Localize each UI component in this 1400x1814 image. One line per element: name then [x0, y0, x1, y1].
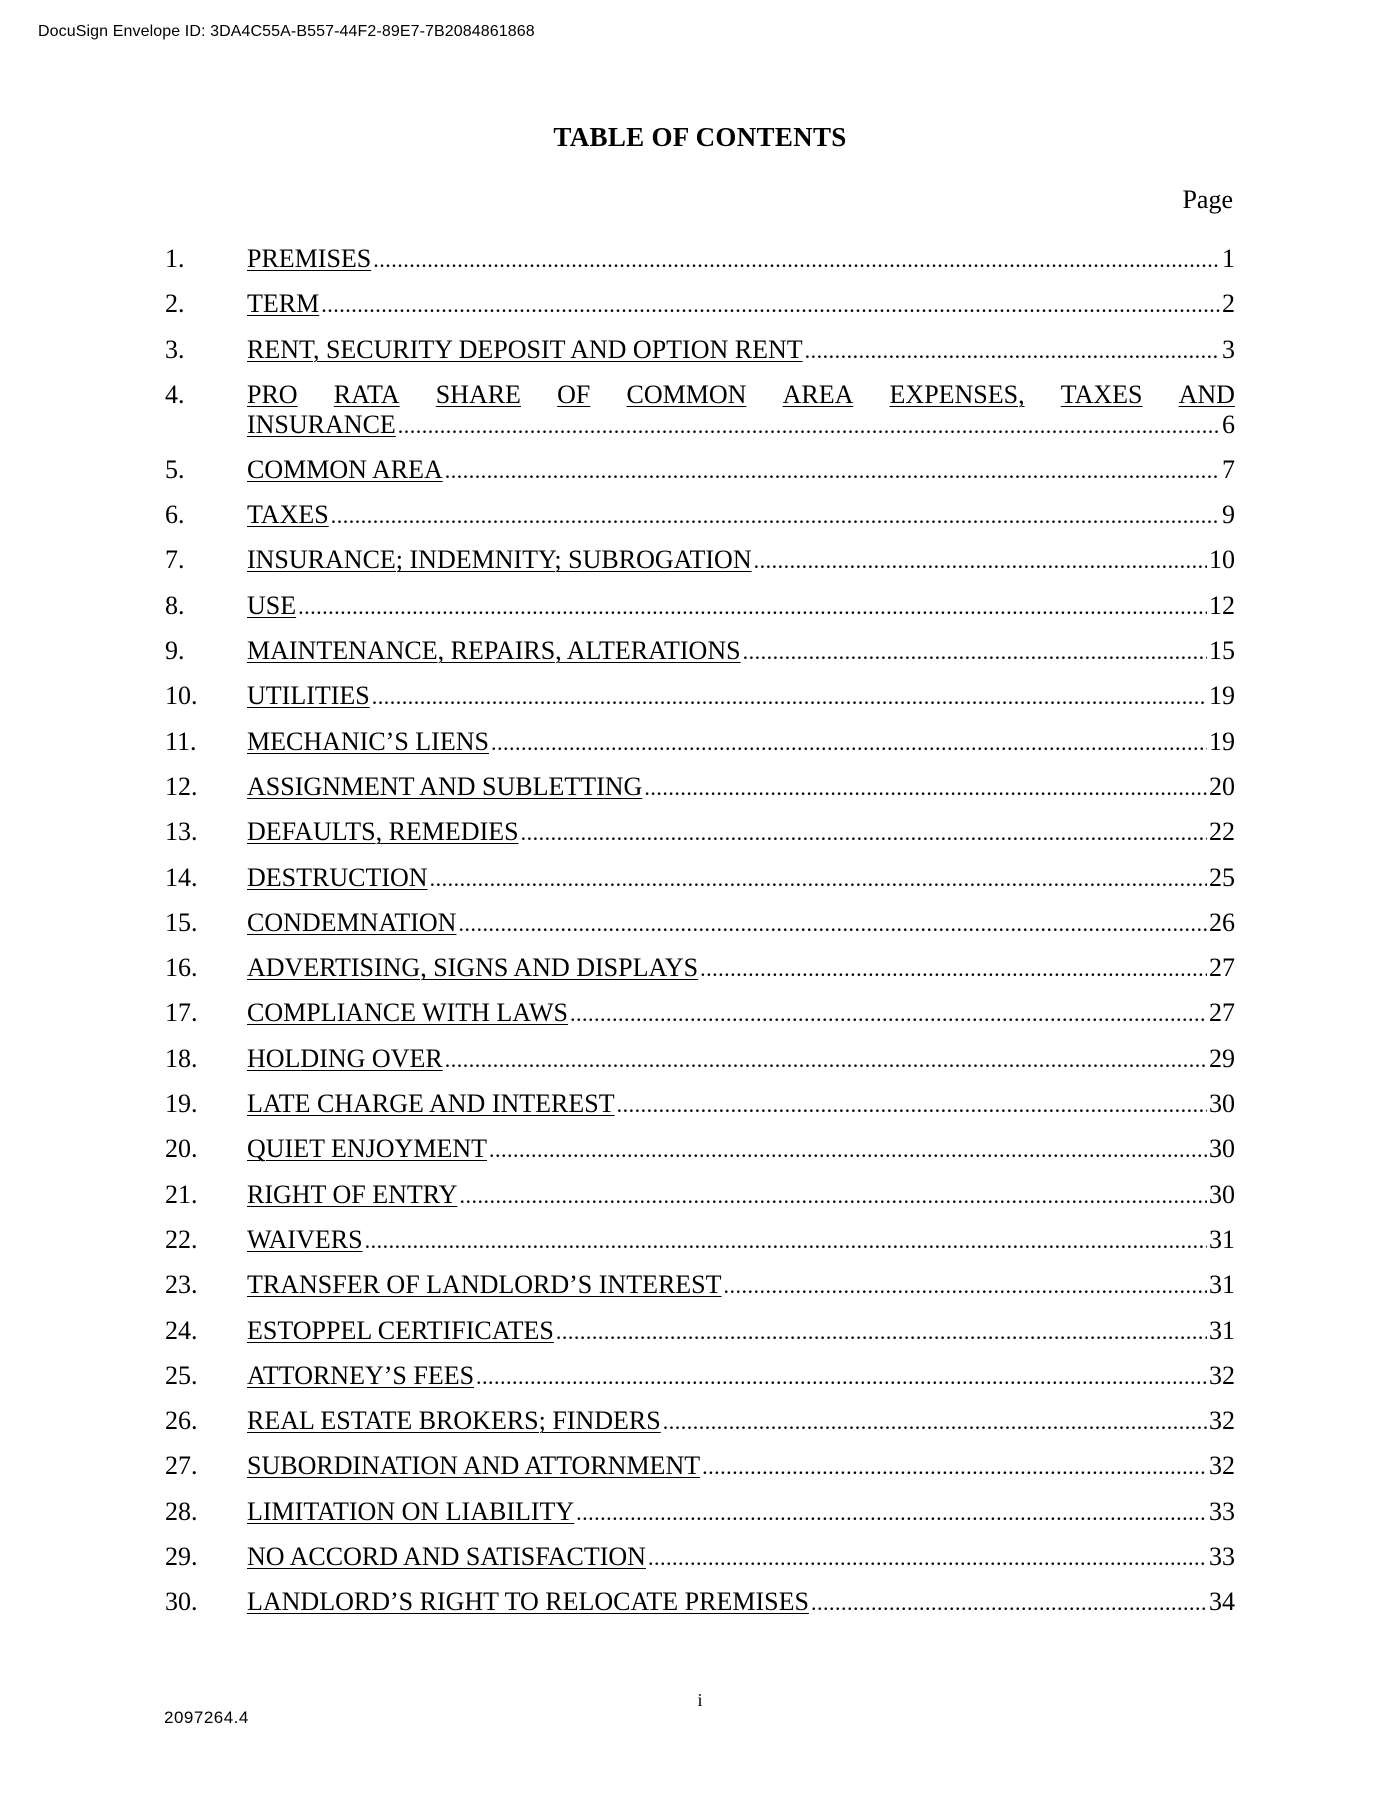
toc-entry-title[interactable]: ADVERTISING, SIGNS AND DISPLAYS — [247, 953, 699, 983]
dot-leader — [805, 336, 1220, 366]
toc-entry-title[interactable]: COMPLIANCE WITH LAWS — [247, 998, 568, 1028]
dot-leader — [398, 411, 1220, 441]
toc-entry-title-word: EXPENSES, — [889, 379, 1025, 409]
toc-entry-number: 7. — [165, 545, 185, 575]
toc-entry-number: 28. — [165, 1496, 198, 1526]
toc-entry-number: 15. — [165, 907, 198, 937]
toc-list — [165, 244, 1235, 1633]
dot-leader — [458, 909, 1207, 939]
dot-leader — [556, 1317, 1207, 1347]
toc-entry-page: 32 — [1209, 1360, 1235, 1390]
toc-entry-body — [247, 380, 1235, 442]
toc-entry-page: 27 — [1209, 998, 1235, 1028]
page-number: i — [697, 1690, 703, 1710]
toc-entry-number: 13. — [165, 817, 198, 847]
toc-entry-title-word: OF — [557, 379, 591, 409]
toc-entry-title-line2[interactable]: INSURANCE — [247, 409, 396, 439]
toc-entry-page: 34 — [1209, 1587, 1235, 1617]
toc-entry[interactable] — [165, 500, 1235, 530]
page-column-label: Page — [1182, 185, 1233, 214]
toc-entry[interactable] — [165, 244, 1235, 274]
toc-entry-page: 30 — [1209, 1134, 1235, 1164]
toc-entry-page: 26 — [1209, 907, 1235, 937]
toc-entry[interactable] — [165, 1451, 1235, 1481]
toc-entry-page: 10 — [1209, 545, 1235, 575]
toc-entry[interactable] — [165, 681, 1235, 711]
toc-entry[interactable] — [165, 1225, 1235, 1255]
toc-entry-page: 33 — [1209, 1542, 1235, 1572]
dot-leader — [365, 1226, 1207, 1256]
toc-entry-title-word: COMMON — [626, 379, 747, 409]
toc-entry[interactable] — [165, 1180, 1235, 1210]
toc-entry-page: 6 — [1222, 409, 1235, 439]
toc-entry-body — [247, 953, 1235, 983]
toc-entry-title[interactable]: ESTOPPEL CERTIFICATES — [247, 1315, 554, 1345]
toc-entry-body — [247, 636, 1235, 666]
toc-entry-title[interactable]: LIMITATION ON LIABILITY — [247, 1496, 575, 1526]
toc-entry-title[interactable]: RENT, SECURITY DEPOSIT AND OPTION RENT — [247, 334, 803, 364]
toc-entry-body — [247, 998, 1235, 1028]
toc-entry-page: 15 — [1209, 636, 1235, 666]
toc-entry[interactable] — [165, 545, 1235, 575]
toc-entry[interactable] — [165, 335, 1235, 365]
toc-entry-page: 7 — [1222, 454, 1235, 484]
toc-entry-title[interactable]: TRANSFER OF LANDLORD’S INTEREST — [247, 1270, 722, 1300]
toc-entry-body — [247, 1451, 1235, 1481]
dot-leader — [754, 546, 1207, 576]
toc-entry-number: 5. — [165, 454, 185, 484]
toc-entry-number: 18. — [165, 1043, 198, 1073]
toc-entry-page: 32 — [1209, 1406, 1235, 1436]
toc-entry-number: 12. — [165, 771, 198, 801]
toc-entry-body — [247, 1270, 1235, 1300]
toc-entry-page: 12 — [1209, 590, 1235, 620]
toc-entry-title-word: AND — [1178, 379, 1235, 409]
dot-leader — [491, 728, 1207, 758]
toc-entry[interactable] — [165, 1587, 1235, 1617]
toc-entry-body — [247, 817, 1235, 847]
toc-entry-body — [247, 681, 1235, 711]
toc-entry-page: 19 — [1209, 681, 1235, 711]
dot-leader — [430, 864, 1207, 894]
toc-entry-page: 31 — [1209, 1224, 1235, 1254]
toc-entry-title[interactable]: NO ACCORD AND SATISFACTION — [247, 1542, 646, 1572]
toc-entry[interactable] — [165, 1316, 1235, 1346]
dot-leader — [617, 1090, 1207, 1120]
dot-leader — [700, 954, 1207, 984]
toc-entry-title[interactable]: CONDEMNATION — [247, 907, 457, 937]
toc-entry-body — [247, 863, 1235, 893]
toc-entry-title[interactable]: TAXES — [247, 500, 329, 530]
toc-entry-page: 9 — [1222, 500, 1235, 530]
toc-entry-body — [247, 1044, 1235, 1074]
dot-leader — [576, 1498, 1207, 1528]
dot-leader — [570, 999, 1207, 1029]
toc-entry-body — [247, 1089, 1235, 1119]
toc-entry-page: 30 — [1209, 1179, 1235, 1209]
toc-entry-page: 29 — [1209, 1043, 1235, 1073]
toc-entry-title-word: AREA — [782, 379, 854, 409]
toc-entry[interactable] — [165, 1089, 1235, 1119]
toc-entry-number: 3. — [165, 334, 185, 364]
toc-entry-body — [247, 908, 1235, 938]
toc-entry[interactable] — [165, 1044, 1235, 1074]
dot-leader — [724, 1271, 1207, 1301]
toc-entry-number: 10. — [165, 681, 198, 711]
toc-entry-page: 27 — [1209, 953, 1235, 983]
toc-entry-number: 23. — [165, 1270, 198, 1300]
toc-entry-page: 32 — [1209, 1451, 1235, 1481]
toc-entry-page: 30 — [1209, 1089, 1235, 1119]
toc-entry[interactable] — [165, 1134, 1235, 1164]
toc-entry-number: 14. — [165, 862, 198, 892]
toc-entry-title[interactable]: MECHANIC’S LIENS — [247, 726, 489, 756]
toc-entry-page: 25 — [1209, 862, 1235, 892]
dot-leader — [743, 637, 1207, 667]
toc-entry[interactable] — [165, 727, 1235, 757]
dot-leader — [373, 245, 1220, 275]
toc-entry[interactable] — [165, 636, 1235, 666]
toc-entry-title[interactable]: RIGHT OF ENTRY — [247, 1179, 458, 1209]
toc-entry[interactable] — [165, 863, 1235, 893]
toc-entry-body — [247, 335, 1235, 365]
dot-leader — [521, 818, 1207, 848]
toc-entry-title[interactable]: UTILITIES — [247, 681, 370, 711]
toc-entry-page: 31 — [1209, 1315, 1235, 1345]
toc-entry-number: 9. — [165, 636, 185, 666]
toc-entry-page: 1 — [1222, 244, 1235, 273]
toc-entry-body — [247, 500, 1235, 530]
toc-entry-title-line1[interactable] — [247, 380, 1235, 410]
toc-entry-body — [247, 289, 1235, 319]
toc-entry-title-word: PRO — [247, 379, 298, 409]
toc-entry-body — [247, 772, 1235, 802]
toc-entry-body — [247, 1225, 1235, 1255]
toc-entry-title[interactable]: REAL ESTATE BROKERS; FINDERS — [247, 1406, 661, 1436]
toc-entry-number: 17. — [165, 998, 198, 1028]
toc-entry[interactable] — [165, 1406, 1235, 1436]
dot-leader — [445, 1045, 1207, 1075]
toc-entry-number: 19. — [165, 1089, 198, 1119]
toc-entry[interactable] — [165, 953, 1235, 983]
toc-entry-body — [247, 727, 1235, 757]
toc-entry-number: 26. — [165, 1406, 198, 1436]
toc-entry[interactable] — [165, 1497, 1235, 1527]
toc-entry-number: 16. — [165, 953, 198, 983]
toc-entry-body — [247, 1316, 1235, 1346]
toc-entry-number: 22. — [165, 1224, 198, 1254]
dot-leader — [321, 290, 1220, 320]
toc-entry-number: 21. — [165, 1179, 198, 1209]
toc-entry-title-word: SHARE — [435, 379, 521, 409]
toc-entry[interactable] — [165, 289, 1235, 319]
toc-entry-number: 11. — [165, 726, 197, 756]
toc-entry-page: 3 — [1222, 334, 1235, 364]
toc-entry-page: 19 — [1209, 726, 1235, 756]
toc-entry-number: 29. — [165, 1542, 198, 1572]
toc-entry-page: 22 — [1209, 817, 1235, 847]
toc-entry-title[interactable]: ASSIGNMENT AND SUBLETTING — [247, 771, 643, 801]
dot-leader — [811, 1588, 1207, 1618]
dot-leader — [644, 773, 1207, 803]
toc-entry-title[interactable]: QUIET ENJOYMENT — [247, 1134, 487, 1164]
toc-entry-title[interactable]: LANDLORD’S RIGHT TO RELOCATE PREMISES — [247, 1587, 809, 1617]
toc-entry[interactable] — [165, 908, 1235, 938]
toc-entry-number: 24. — [165, 1315, 198, 1345]
toc-entry-number: 20. — [165, 1134, 198, 1164]
toc-entry-number: 8. — [165, 590, 185, 620]
dot-leader — [372, 682, 1207, 712]
toc-entry-body — [247, 1542, 1235, 1572]
envelope-id: DocuSign Envelope ID: 3DA4C55A-B557-44F2-89E7-7B2084861868 — [38, 23, 535, 40]
toc-entry-body — [247, 1180, 1235, 1210]
toc-entry-body — [247, 1361, 1235, 1391]
toc-entry-body — [247, 591, 1235, 621]
toc-entry[interactable] — [165, 817, 1235, 847]
toc-entry[interactable] — [165, 591, 1235, 621]
toc-entry-page: 33 — [1209, 1496, 1235, 1526]
toc-entry-title[interactable]: SUBORDINATION AND ATTORNMENT — [247, 1451, 701, 1481]
toc-entry-number: 27. — [165, 1451, 198, 1481]
dot-leader — [445, 456, 1220, 486]
toc-entry-body — [247, 244, 1235, 274]
toc-entry-number: 4. — [165, 379, 185, 409]
toc-entry-title-word: RATA — [333, 379, 400, 409]
toc-entry-number: 1. — [165, 244, 185, 273]
toc-entry-title[interactable]: WAIVERS — [247, 1224, 363, 1254]
toc-entry-number: 2. — [165, 289, 185, 319]
dot-leader — [476, 1362, 1207, 1392]
toc-entry-number: 6. — [165, 500, 185, 530]
toc-entry-title[interactable]: COMMON AREA — [247, 454, 443, 484]
toc-entry-title[interactable]: TERM — [247, 289, 320, 319]
toc-entry-title[interactable]: DESTRUCTION — [247, 862, 428, 892]
toc-entry-body — [247, 455, 1235, 485]
toc-entry[interactable] — [165, 772, 1235, 802]
toc-entry[interactable] — [165, 1542, 1235, 1572]
toc-entry[interactable] — [165, 455, 1235, 485]
toc-entry-page: 20 — [1209, 771, 1235, 801]
dot-leader — [459, 1181, 1207, 1211]
dot-leader — [663, 1407, 1207, 1437]
document-number: 2097264.4 — [164, 1708, 249, 1727]
toc-entry-page: 31 — [1209, 1270, 1235, 1300]
toc-entry-title[interactable]: LATE CHARGE AND INTEREST — [247, 1089, 615, 1119]
toc-entry-number: 30. — [165, 1587, 198, 1617]
dot-leader — [331, 501, 1220, 531]
dot-leader — [298, 592, 1207, 622]
toc-entry-title-word: TAXES — [1060, 379, 1143, 409]
toc-entry-number: 25. — [165, 1360, 198, 1390]
toc-entry-title[interactable]: HOLDING OVER — [247, 1043, 443, 1073]
page-title: TABLE OF CONTENTS — [553, 122, 847, 152]
toc-entry-title[interactable]: INSURANCE; INDEMNITY; SUBROGATION — [247, 545, 752, 575]
toc-entry-body — [247, 1134, 1235, 1164]
toc-entry-body — [247, 1587, 1235, 1617]
toc-entry-body — [247, 545, 1235, 575]
toc-entry[interactable] — [165, 998, 1235, 1028]
dot-leader — [489, 1135, 1207, 1165]
toc-entry-title[interactable]: PREMISES — [247, 244, 372, 273]
dot-leader — [702, 1452, 1207, 1482]
toc-entry[interactable] — [165, 380, 1235, 442]
toc-entry-body — [247, 1497, 1235, 1527]
toc-entry-title[interactable]: DEFAULTS, REMEDIES — [247, 817, 519, 847]
toc-entry-title[interactable]: ATTORNEY’S FEES — [247, 1360, 475, 1390]
toc-entry-title[interactable]: MAINTENANCE, REPAIRS, ALTERATIONS — [247, 636, 741, 666]
toc-entry-page: 2 — [1222, 289, 1235, 319]
toc-entry[interactable] — [165, 1361, 1235, 1391]
toc-entry-body — [247, 1406, 1235, 1436]
toc-entry-title[interactable]: USE — [247, 590, 297, 620]
dot-leader — [648, 1543, 1207, 1573]
toc-entry[interactable] — [165, 1270, 1235, 1300]
